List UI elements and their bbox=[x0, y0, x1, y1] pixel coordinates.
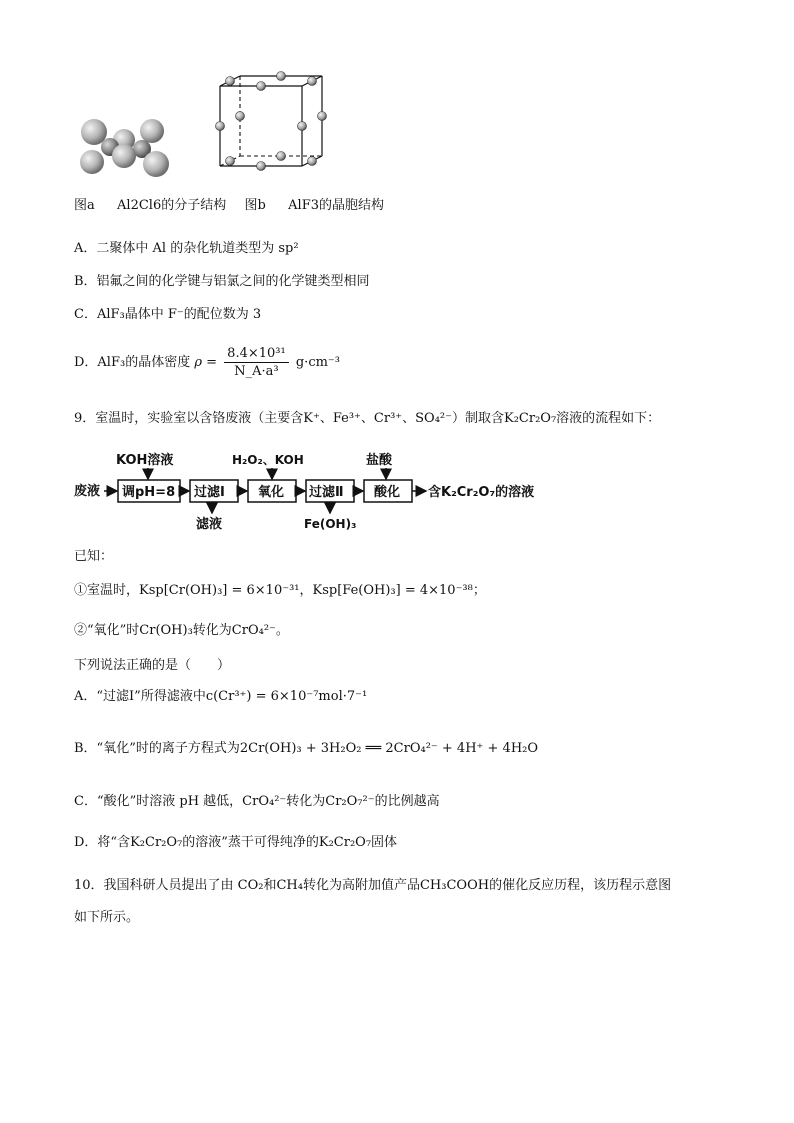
q10-line-2: 如下所示。 bbox=[74, 910, 140, 925]
q9-stem: 9．室温时，实验室以含铬废液（主要含K⁺、Fe³⁺、Cr³⁺、SO₄²⁻）制取含K₂Cr₂O₇溶液的流程如下： bbox=[74, 411, 661, 426]
q9-option-a: A．“过滤Ⅰ”所得滤液中c(Cr³⁺) = 6×10⁻⁷mol·7⁻¹ bbox=[74, 689, 368, 704]
q9-option-c: C．“酸化”时溶液 pH 越低，CrO₄²⁻转化为Cr₂O₇²⁻的比例越高 bbox=[74, 794, 440, 809]
q9-known-2: ②“氧化”时Cr(OH)₃转化为CrO₄²⁻。 bbox=[74, 623, 289, 638]
flow-output-filtrate: 滤液 bbox=[196, 517, 223, 532]
q9-question: 下列说法正确的是（ ） bbox=[74, 658, 231, 673]
q10-line-1: 10．我国科研人员提出了由 CO₂和CH₄转化为高附加值产品CH₃COOH的催化反应历程，该历程示意图 bbox=[74, 878, 672, 893]
caption-b-text: 的晶胞结构 bbox=[319, 198, 385, 213]
flow-step-adjust-ph: 调pH=8 bbox=[122, 485, 176, 500]
q9-option-d: D．将“含K₂Cr₂O₇的溶液”蒸干可得纯净的K₂Cr₂O₇固体 bbox=[74, 835, 398, 850]
density-numerator: 8.4×10³¹ bbox=[224, 345, 289, 363]
flow-output-feoh3: Fe(OH)₃ bbox=[304, 517, 357, 531]
q9-known-1: ①室温时，Ksp[Cr(OH)₃] = 6×10⁻³¹，Ksp[Fe(OH)₃] = 4×10⁻³⁸； bbox=[74, 583, 486, 598]
caption-a-text: 的分子结构 bbox=[161, 198, 227, 213]
figure-captions bbox=[74, 197, 384, 215]
alf3-unit-cell-figure bbox=[212, 64, 342, 179]
flow-step-filter-2: 过滤Ⅱ bbox=[309, 485, 344, 500]
flow-step-filter-1: 过滤Ⅰ bbox=[194, 485, 225, 500]
q8-option-c: C．AlF₃晶体中 F⁻的配位数为 3 bbox=[74, 307, 262, 322]
caption-b-formula: AlF3 bbox=[288, 198, 319, 213]
q8-option-d: D．AlF₃的晶体密度 ρ = $\frac{\text{8.4×10³¹}}{\text{N\_A·a³}}$ g·cm⁻³ bbox=[74, 346, 340, 379]
al2cl6-molecule-figure bbox=[74, 112, 184, 182]
density-fraction bbox=[224, 345, 289, 380]
density-unit: g·cm⁻³ bbox=[295, 355, 340, 370]
flow-reagent-3: H₂O₂、KOH bbox=[232, 453, 304, 467]
caption-b-prefix: 图b bbox=[244, 198, 266, 213]
q8-option-a: A．二聚体中 Al 的杂化轨道类型为 sp² bbox=[74, 241, 299, 256]
q8-option-b: B．铝氟之间的化学键与铝氯之间的化学键类型相同 bbox=[74, 274, 370, 289]
flow-step-oxidize: 氧化 bbox=[258, 485, 285, 500]
flow-step-acidify: 酸化 bbox=[374, 485, 401, 500]
caption-a-prefix: 图a bbox=[74, 198, 95, 213]
caption-a-formula: Al2Cl6 bbox=[117, 198, 162, 213]
flow-reagent-1: KOH溶液 bbox=[116, 453, 174, 468]
q9-option-b: B．“氧化”时的离子方程式为2Cr(OH)₃ + 3H₂O₂ ══ 2CrO₄²⁻ + 4H⁺ + 4H₂O bbox=[74, 741, 539, 756]
flow-end-label: 含K₂Cr₂O₇的溶液 bbox=[428, 485, 535, 500]
flow-start-label: 废液 bbox=[74, 484, 101, 499]
q9-known-title: 已知： bbox=[74, 549, 114, 564]
q9-process-flowchart bbox=[74, 446, 544, 534]
density-denominator: N_A·a³ bbox=[234, 364, 279, 379]
flow-reagent-5: 盐酸 bbox=[366, 453, 393, 468]
q8-option-d-prefix: D．AlF₃的晶体密度 bbox=[74, 355, 191, 370]
